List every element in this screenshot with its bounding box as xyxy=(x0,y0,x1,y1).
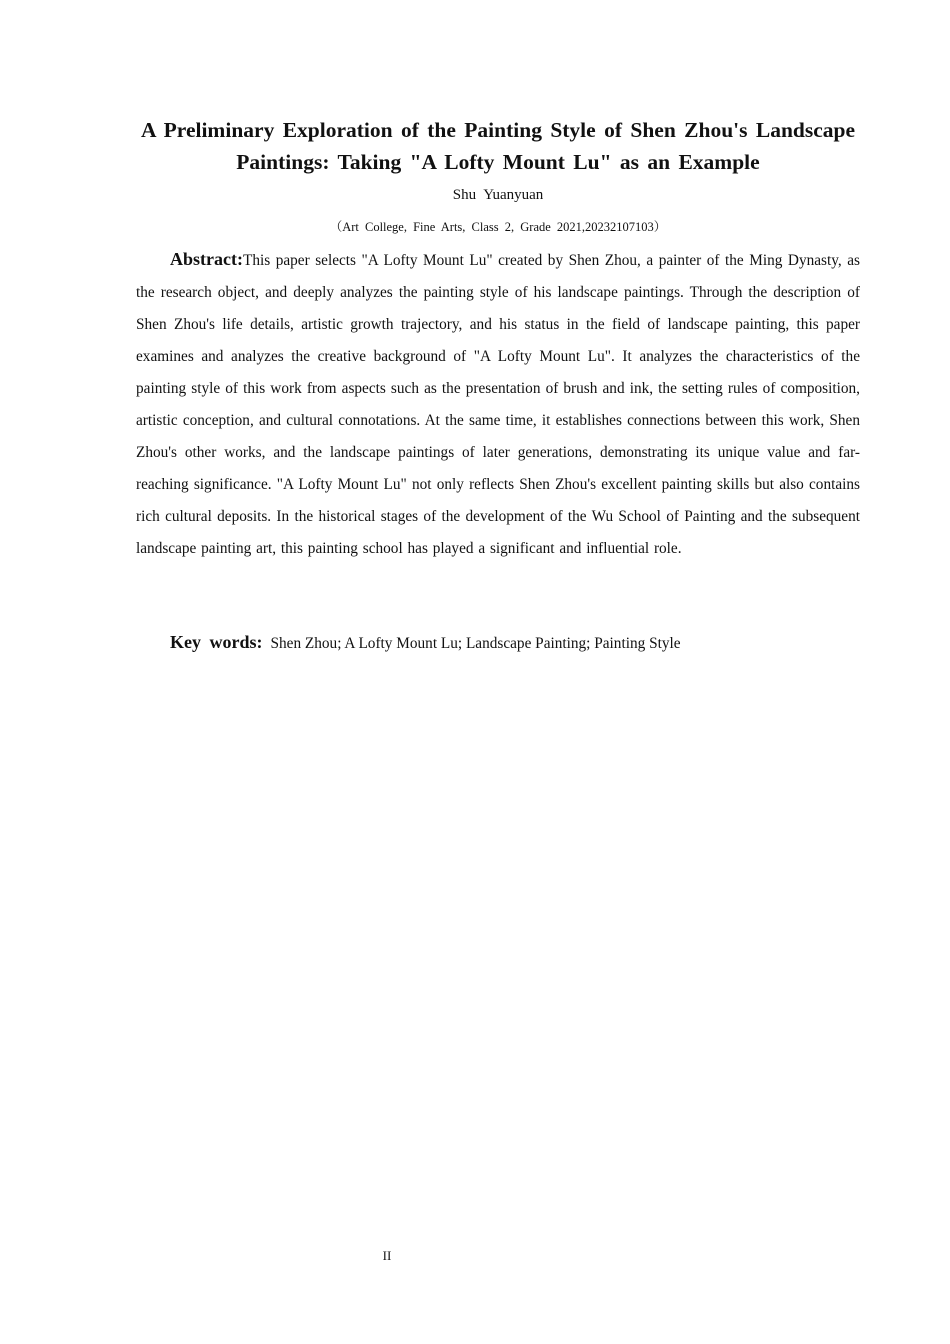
keywords-label: Key words: xyxy=(170,632,263,652)
abstract-label: Abstract: xyxy=(170,249,243,269)
author-name: Shu Yuanyuan xyxy=(452,187,544,203)
abstract-paragraph xyxy=(136,243,860,565)
abstract-text: This paper selects "A Lofty Mount Lu" created by Shen Zhou, a painter of the Ming Dynasty, as the research object, and deeply analyzes the painting style of his landscape paintings. Through the description of Shen Zhou's life details, artistic growth trajectory, and his status in the field of landscape painting, this paper examines and analyzes the creative background of "A Lofty Mount Lu". It analyzes the characteristics of the painting style of this work from aspects such as the presentation of brush and ink, the setting rules of composition, artistic conception, and cultural connotations. At the same time, it establishes connections between this work, Shen Zhou's other works, and the landscape paintings of later generations, demonstrating its unique value and far-reaching significance. "A Lofty Mount Lu" not only reflects Shen Zhou's excellent painting skills but also contains rich cultural deposits. In the historical stages of the development of the Wu School of Painting and the subsequent landscape painting art, this painting school has played a significant and influential role. xyxy=(136,252,860,557)
paper-title: A Preliminary Exploration of the Painting Style of Shen Zhou's Landscape Paintings: Taking "A Lofty Mount Lu" as an Example xyxy=(140,118,856,174)
page-number: II xyxy=(382,1248,392,1263)
author-affiliation: （Art College, Fine Arts, Class 2, Grade 2021,20232107103） xyxy=(329,220,667,234)
keywords-text: Shen Zhou; A Lofty Mount Lu; Landscape Painting; Painting Style xyxy=(270,635,681,652)
keywords-line xyxy=(170,628,860,658)
